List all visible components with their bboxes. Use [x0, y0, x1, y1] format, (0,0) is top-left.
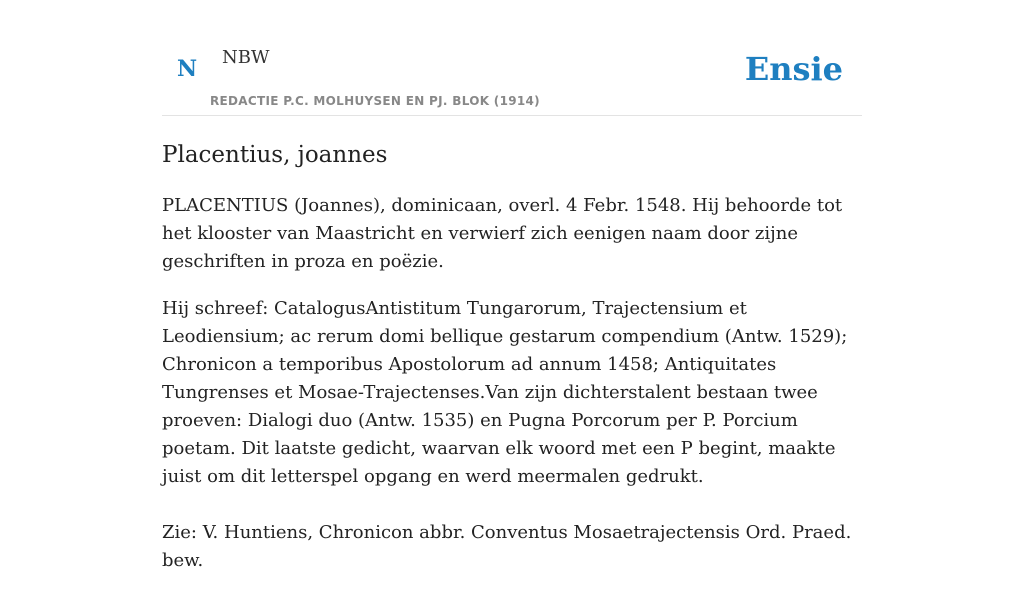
article-title: Placentius, joannes	[162, 142, 388, 168]
source-name[interactable]: NBW	[222, 47, 270, 68]
source-header	[162, 0, 862, 116]
article-references: Zie: V. Huntiens, Chronicon abbr. Conventus Mosaetrajectensis Ord. Praed. bew.	[162, 522, 852, 571]
ensie-logo-link[interactable]: Ensie	[744, 50, 843, 88]
article	[162, 139, 862, 594]
article-paragraph: PLACENTIUS (Joannes), dominicaan, overl. 4 Febr. 1548. Hij behoorde tot het klooster van Maastricht en verwierf zich eenigen naam door zijne geschriften in proza en poëzie.	[162, 195, 843, 272]
source-logo[interactable]: N	[177, 56, 198, 82]
source-subtitle: REDACTIE P.C. MOLHUYSEN EN PJ. BLOK (1914)	[210, 94, 540, 108]
article-paragraph: Hij schreef: CatalogusAntistitum Tungarorum, Trajectensium et Leodiensium; ac rerum domi bellique gestarum compendium (Antw. 1529); Chronicon a temporibus Apostolorum ad annum 1458; Antiquitates Tungrenses et Mosae-Trajectenses.Van zijn dichterstalent bestaan twee proeven: Dialogi duo (Antw. 1535) en Pugna Porcorum per P. Porcium poetam. Dit laatste gedicht, waarvan elk woord met een P begint, maakte juist om dit letterspel opgang en werd meermalen gedrukt.	[162, 298, 848, 487]
